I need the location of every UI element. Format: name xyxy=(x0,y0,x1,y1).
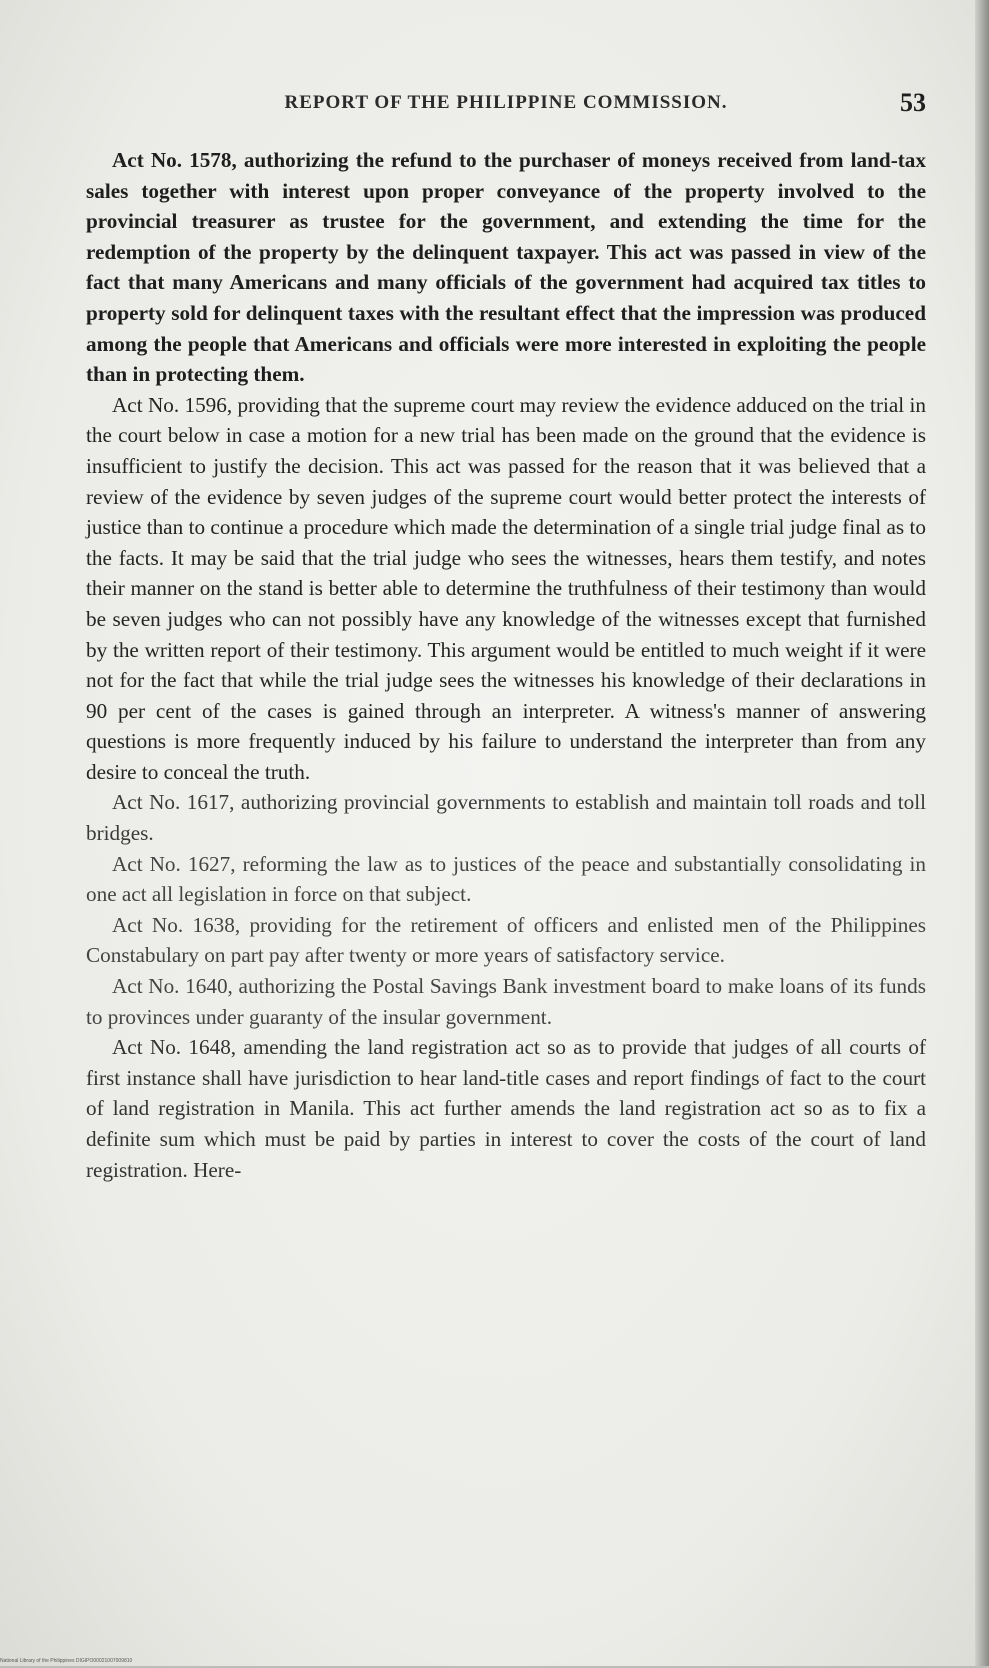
paragraph-act-1640: Act No. 1640, authorizing the Postal Savings Bank investment board to make loans of its funds to provinces under guaranty of the insular government. xyxy=(86,974,926,1029)
body-text xyxy=(86,145,926,1185)
paragraph-act-1596: Act No. 1596, providing that the supreme court may review the evidence adduced on the trial in the court below in case a motion for a new trial has been made on the ground that the evidence is insufficient to justify the decision. This act was passed for the reason that it was believed that a review of the evidence by seven judges of the supreme court would better protect the interests of justice than to continue a procedure which made the determination of a single trial judge final as to the facts. It may be said that the trial judge who sees the witnesses, hears them testify, and notes their manner on the stand is better able to determine the truthfulness of their testimony than would be seven judges who can not possibly have any knowledge of the witnesses except that furnished by the written report of their testimony. This argument would be entitled to much weight if it were not for the fact that while the trial judge sees the witnesses his knowledge of their declarations in 90 per cent of the cases is gained through an interpreter. A witness's manner of answering questions is more frequently induced by his failure to understand the interpreter than from any desire to conceal the truth. xyxy=(86,392,926,784)
paragraph-act-1617: Act No. 1617, authorizing provincial governments to establish and maintain toll roads and toll bridges. xyxy=(86,790,926,846)
paragraph-act-1638: Act No. 1638, providing for the retirement of officers and enlisted men of the Philippines Constabulary on part pay after twenty or more years of satisfactory service. xyxy=(86,912,926,968)
running-head: REPORT OF THE PHILIPPINE COMMISSION. xyxy=(284,92,728,113)
library-mark: National Library of the Philippines DIGIPO00021007009810 xyxy=(0,1658,133,1664)
page-header xyxy=(86,88,926,124)
paragraph-act-1648: Act No. 1648, amending the land registration act so as to provide that judges of all courts of first instance shall have jurisdiction to hear land-title cases and report findings of fact to the court of land registration in Manila. This act further amends the land registration act so as to fix a definite sum which must be paid by parties in interest to cover the costs of the court of land registration. Here- xyxy=(86,1035,926,1182)
page-number: 53 xyxy=(900,88,926,117)
paragraph-act-1578: Act No. 1578, authorizing the refund to the purchaser of moneys received from land-tax sales together with interest upon proper conveyance of the property involved to the provincial treasurer as trustee for the government, and extending the time for the redemption of the property by the delinquent taxpayer. This act was passed in view of the fact that many Americans and many officials of the government had acquired tax titles to property sold for delinquent taxes with the resultant effect that the impression was produced among the people that Americans and officials were more interested in exploiting the people than in protecting them. xyxy=(86,148,926,387)
page-edge-shadow xyxy=(975,0,989,1668)
paragraph-act-1627: Act No. 1627, reforming the law as to justices of the peace and substantially consolidating in one act all legislation in force on that subject. xyxy=(86,851,926,907)
